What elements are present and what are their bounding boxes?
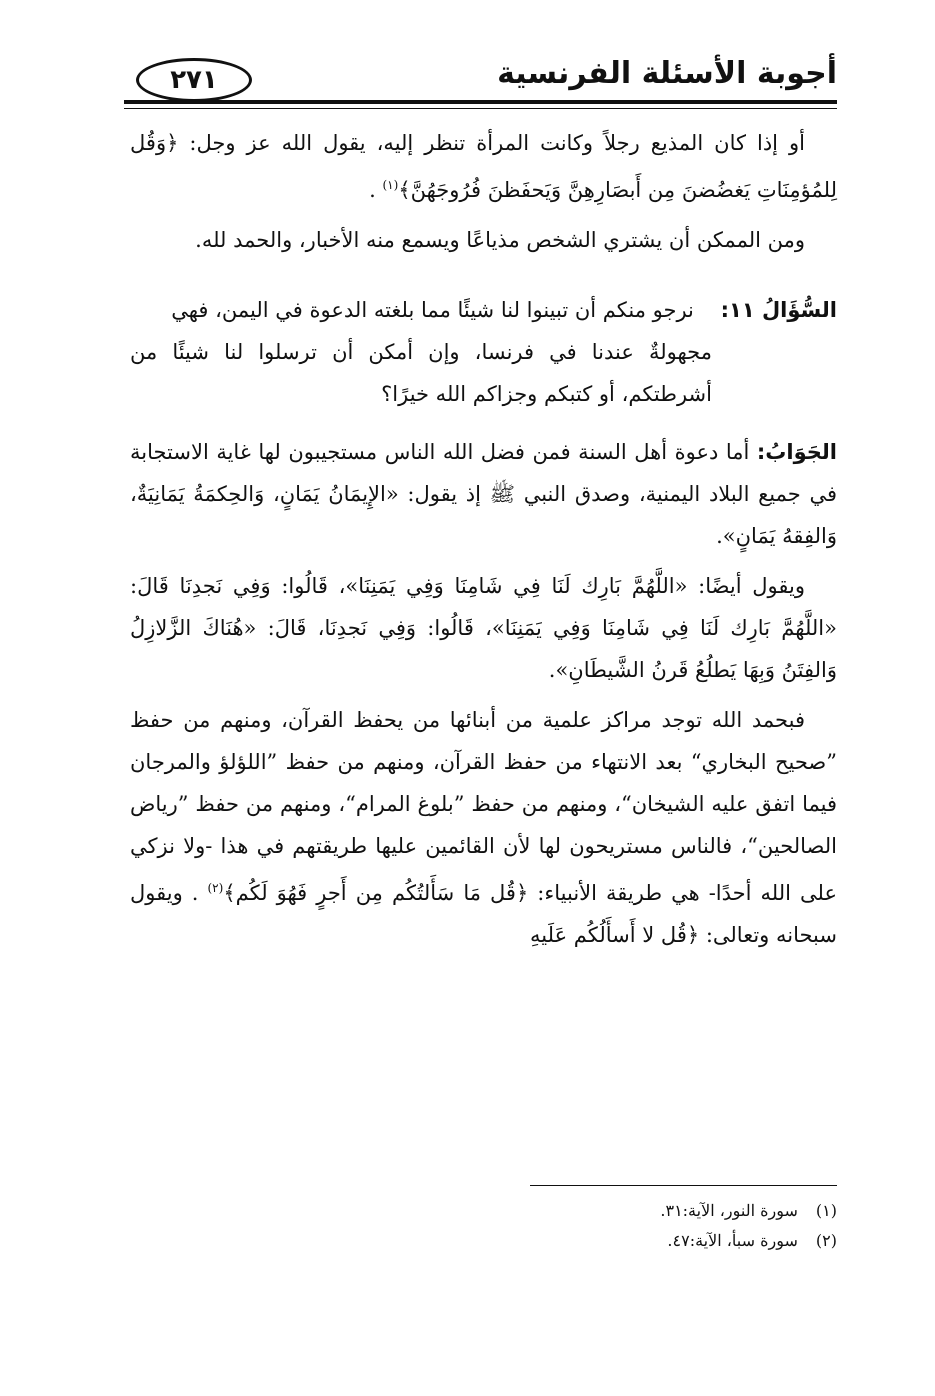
page-number: ٢٧١ — [136, 58, 252, 102]
footnote-2-text: سورة سبأ، الآية:٤٧. — [667, 1231, 798, 1250]
footnote-1 — [497, 1196, 837, 1226]
question-continuation: مجهولةٌ عندنا في فرنسا، وإن أمكن أن ترسلوا لنا شيئًا من أشرطتكم، أو كتبكم وجزاكم الله خيرًا؟ — [130, 340, 712, 406]
paragraph-1-text: أو إذا كان المذيع رجلاً وكانت المرأة تنظر إليه، يقول الله عز وجل: ﴿وَقُل لِلمُؤمِنَاتِ يَغضُضنَ مِن أَبصَارِهِنَّ وَيَحفَظنَ فُرُوجَهُنَّ﴾ — [130, 131, 837, 202]
answer-paragraph-3-text: فبحمد الله توجد مراكز علمية من أبنائها من يحفظ القرآن، ومنهم من حفظ ”صحيح البخاري“ بعد الانتهاء من حفظ القرآن، ومنهم من حفظ ”اللؤلؤ والمرجان فيما اتفق عليه الشيخان“، ومنهم من حفظ ”بلوغ المرام“، ومنهم من حفظ ”رياض الصالحين“، فالناس مستريحون لها لأن القائمين عليها طريقتهم في هذا -ولا نزكي على الله أحدًا- هي طريقة الأنبياء: ﴿قُل مَا سَأَلتُكُم مِن أَجرٍ فَهُوَ لَكُم﴾ — [130, 708, 837, 905]
answer-paragraph-2: ويقول أيضًا: «اللَّهُمَّ بَارِك لَنَا فِي شَامِنَا وَفِي يَمَنِنَا»، قَالُوا: وَفِي نَجدِنَا قَالَ: «اللَّهُمَّ بَارِك لَنَا فِي شَامِنَا وَفِي يَمَنِنَا»، قَالُوا: وَفِي نَجدِنَا، قَالَ: «هُنَاكَ الزَّلازِلُ وَالفِتَنُ وَبِهَا يَطلُعُ قَرنُ الشَّيطَانِ». — [130, 574, 837, 682]
answer-paragraph-1-text: أما دعوة أهل السنة فمن فضل الله الناس مستجيبون لها غاية الاستجابة في جميع البلاد اليمنية، وصدق النبي ﷺ إذ يقول: «الإِيمَانُ يَمَانٍ، وَالحِكمَةُ يَمَانِيَةٌ، وَالفِقهُ يَمَانٍ». — [130, 440, 837, 548]
footnotes — [497, 1196, 837, 1256]
answer-paragraph-3-end: . ويقول سبحانه وتعالى: ﴿قُل لا أَسأَلُكُم عَلَيهِ — [130, 881, 837, 947]
footnote-2-number: (٢) — [815, 1231, 837, 1250]
paragraph-1 — [130, 122, 837, 211]
body-text — [130, 122, 837, 956]
footnote-1-number: (١) — [815, 1201, 837, 1220]
running-title: أجوبة الأسئلة الفرنسية — [497, 56, 837, 91]
answer-paragraph-1 — [130, 431, 837, 557]
header-rule-thin — [124, 108, 837, 109]
question-line-1: نرجو منكم أن تبينوا لنا شيئًا مما بلغته الدعوة في اليمن، فهي — [171, 298, 694, 322]
footnote-1-text: سورة النور، الآية:٣١. — [660, 1201, 798, 1220]
answer-label: الجَوَابُ: — [756, 440, 837, 464]
paragraph-1-end: . — [369, 178, 383, 202]
footnote-separator — [530, 1185, 837, 1186]
question-label: السُّؤَالُ ١١: — [720, 298, 837, 322]
footnote-2 — [497, 1226, 837, 1256]
header-rule-thick — [124, 100, 837, 104]
footnote-ref-2: (٢) — [207, 881, 224, 895]
answer-paragraph-3 — [130, 699, 837, 956]
paragraph-2: ومن الممكن أن يشتري الشخص مذياعًا ويسمع منه الأخبار، والحمد لله. — [195, 228, 805, 252]
footnote-ref-1: (١) — [382, 178, 399, 192]
question-11 — [130, 289, 837, 331]
